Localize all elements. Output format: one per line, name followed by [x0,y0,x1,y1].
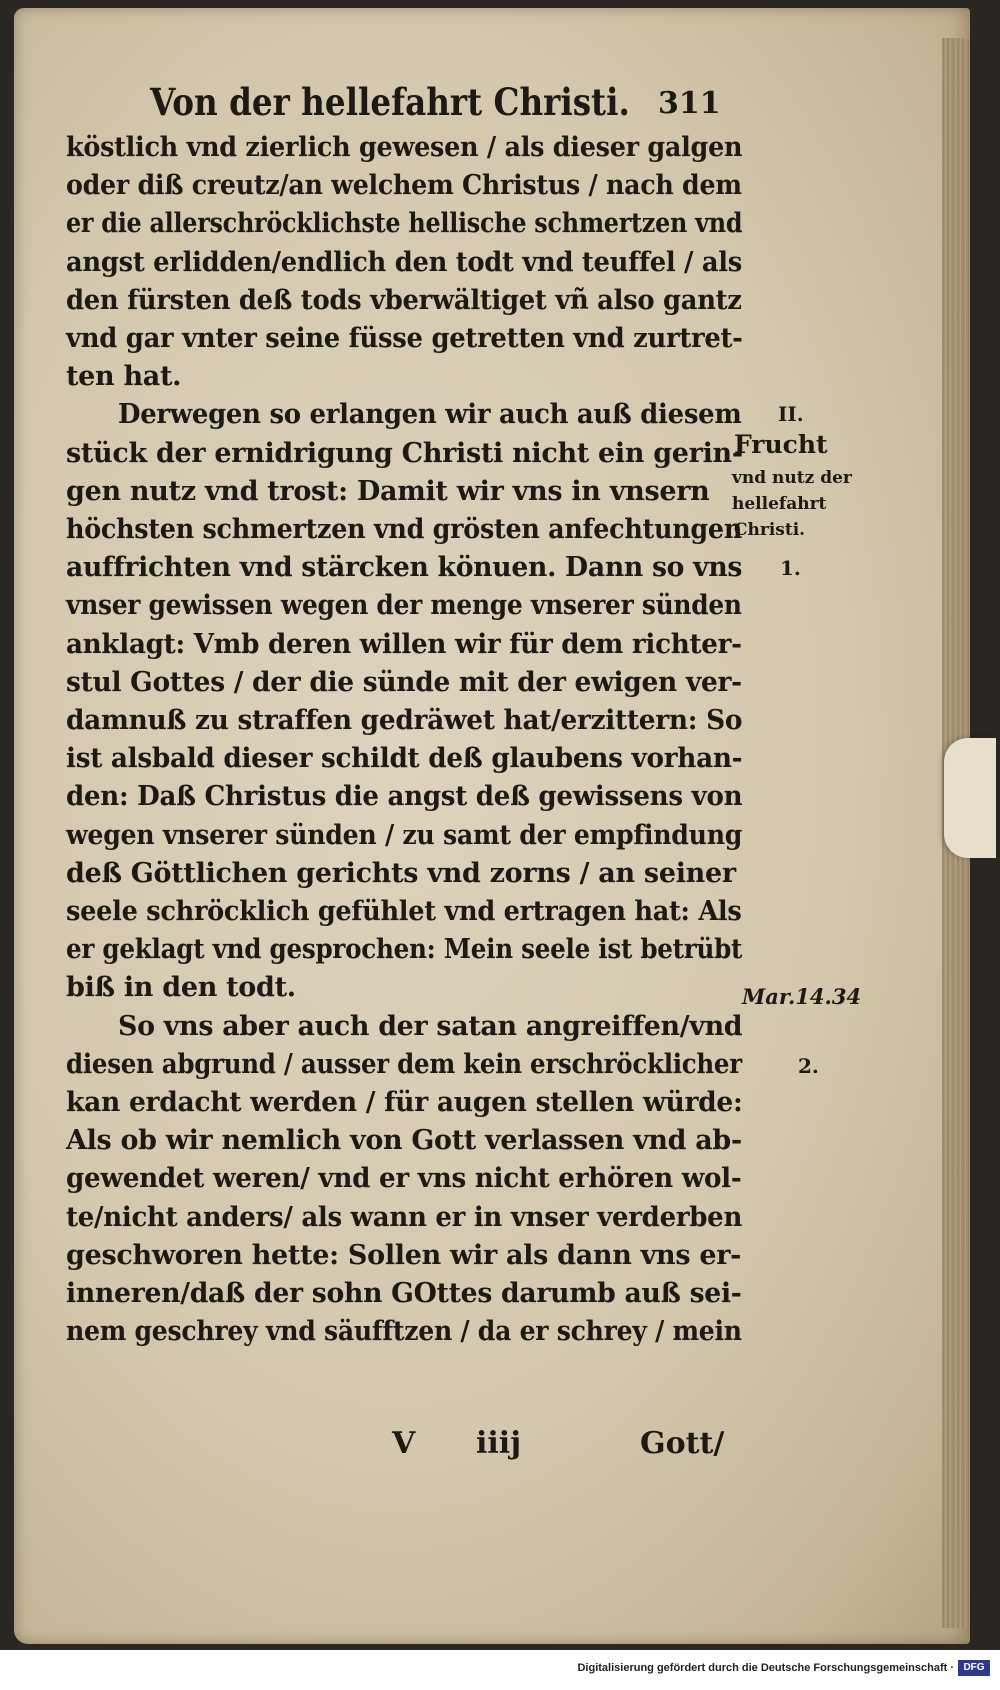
body-line: seele schröcklich gefühlet vnd ertragen hat: Als [66,896,742,927]
body-line: höchsten schmertzen vnd grösten anfechtungen [66,514,743,545]
body-line: anklagt: Vmb deren willen wir für dem richter- [66,628,742,660]
page-number: 311 [658,86,721,121]
body-line: damnuß zu straffen gedräwet hat/erzittern: So [66,705,743,736]
body-line: ten hat. [66,361,182,393]
signature-mark: V [392,1426,416,1461]
margin-point-two: 2. [798,1054,819,1078]
body-line: So vns aber auch der satan angreiffen/vnd [118,1010,743,1042]
margin-point-one: 1. [780,556,801,580]
body-line: oder diß creutz/an welchem Christus / nach dem [66,170,742,202]
body-line: nem geschrey vnd säufftzen / da er schrey / mein [66,1316,742,1348]
body-line: deß Göttlichen gerichts vnd zorns / an seiner [66,857,736,889]
body-line: diesen abgrund / ausser dem kein erschröcklicher [66,1048,742,1080]
body-line: kan erdacht werden / für augen stellen würde: [66,1087,743,1118]
body-line: stul Gottes / der die sünde mit der ewigen ver- [66,666,742,698]
body-line: wegen vnserer sünden / zu samt der empfindung [66,819,743,851]
body-line: er die allerschröcklichste hellische schmertzen vnd [66,208,743,240]
margin-fruit-line2: vnd nutz der [732,468,852,488]
catchword: Gott/ [640,1426,725,1461]
body-line: stück der ernidrigung Christi nicht ein gerin- [66,437,743,469]
margin-fruit-number: II. [778,402,804,426]
body-line: Als ob wir nemlich von Gott verlassen vnd ab- [66,1125,742,1157]
digitization-footer [0,1650,1000,1690]
body-line: geschworen hette: Sollen wir als dann vns er- [66,1239,742,1271]
body-line: angst erlidden/endlich den todt vnd teuffel / als [66,246,743,278]
funding-credit: Digitalisierung gefördert durch die Deutsche Forschungsgemeinschaft · [577,1662,954,1674]
body-line: er geklagt vnd gesprochen: Mein seele ist betrübt [66,934,743,966]
body-line: inneren/daß der sohn GOttes darumb auß sei- [66,1278,742,1309]
body-line: gewendet weren/ vnd er vns nicht erhören wol- [66,1163,742,1195]
margin-bible-reference: Mar.14.34 [742,984,862,1009]
signature-number: iiij [476,1426,522,1461]
margin-fruit-line4: Christi. [734,520,806,540]
body-line: vnser gewissen wegen der menge vnserer sünden [66,590,742,622]
body-line: köstlich vnd zierlich gewesen / als dieser galgen [66,132,743,163]
body-line: vnd gar vnter seine füsse getretten vnd zurtret- [66,323,743,354]
margin-fruit-line3: hellefahrt [732,494,827,514]
page-tab-marker [944,738,996,858]
body-line: biß in den todt. [66,972,296,1004]
body-line: gen nutz vnd trost: Damit wir vns in vnsern [66,475,710,507]
body-line: den: Daß Christus die angst deß gewissens von [66,781,743,813]
dfg-logo: DFG [958,1660,990,1676]
running-title: Von der hellefahrt Christi. [150,80,630,124]
body-line: ist alsbald dieser schildt deß glaubens vorhan- [66,743,743,775]
body-line: Derwegen so erlangen wir auch auß diesem [118,399,742,431]
body-line: auffrichten vnd stärcken könuen. Dann so vns [66,552,743,584]
body-line: den fürsten deß tods vberwältiget vñ also gantz [66,284,742,316]
margin-fruit-word: Frucht [734,430,828,459]
body-line: te/nicht anders/ als wann er in vnser verderben [66,1201,743,1233]
